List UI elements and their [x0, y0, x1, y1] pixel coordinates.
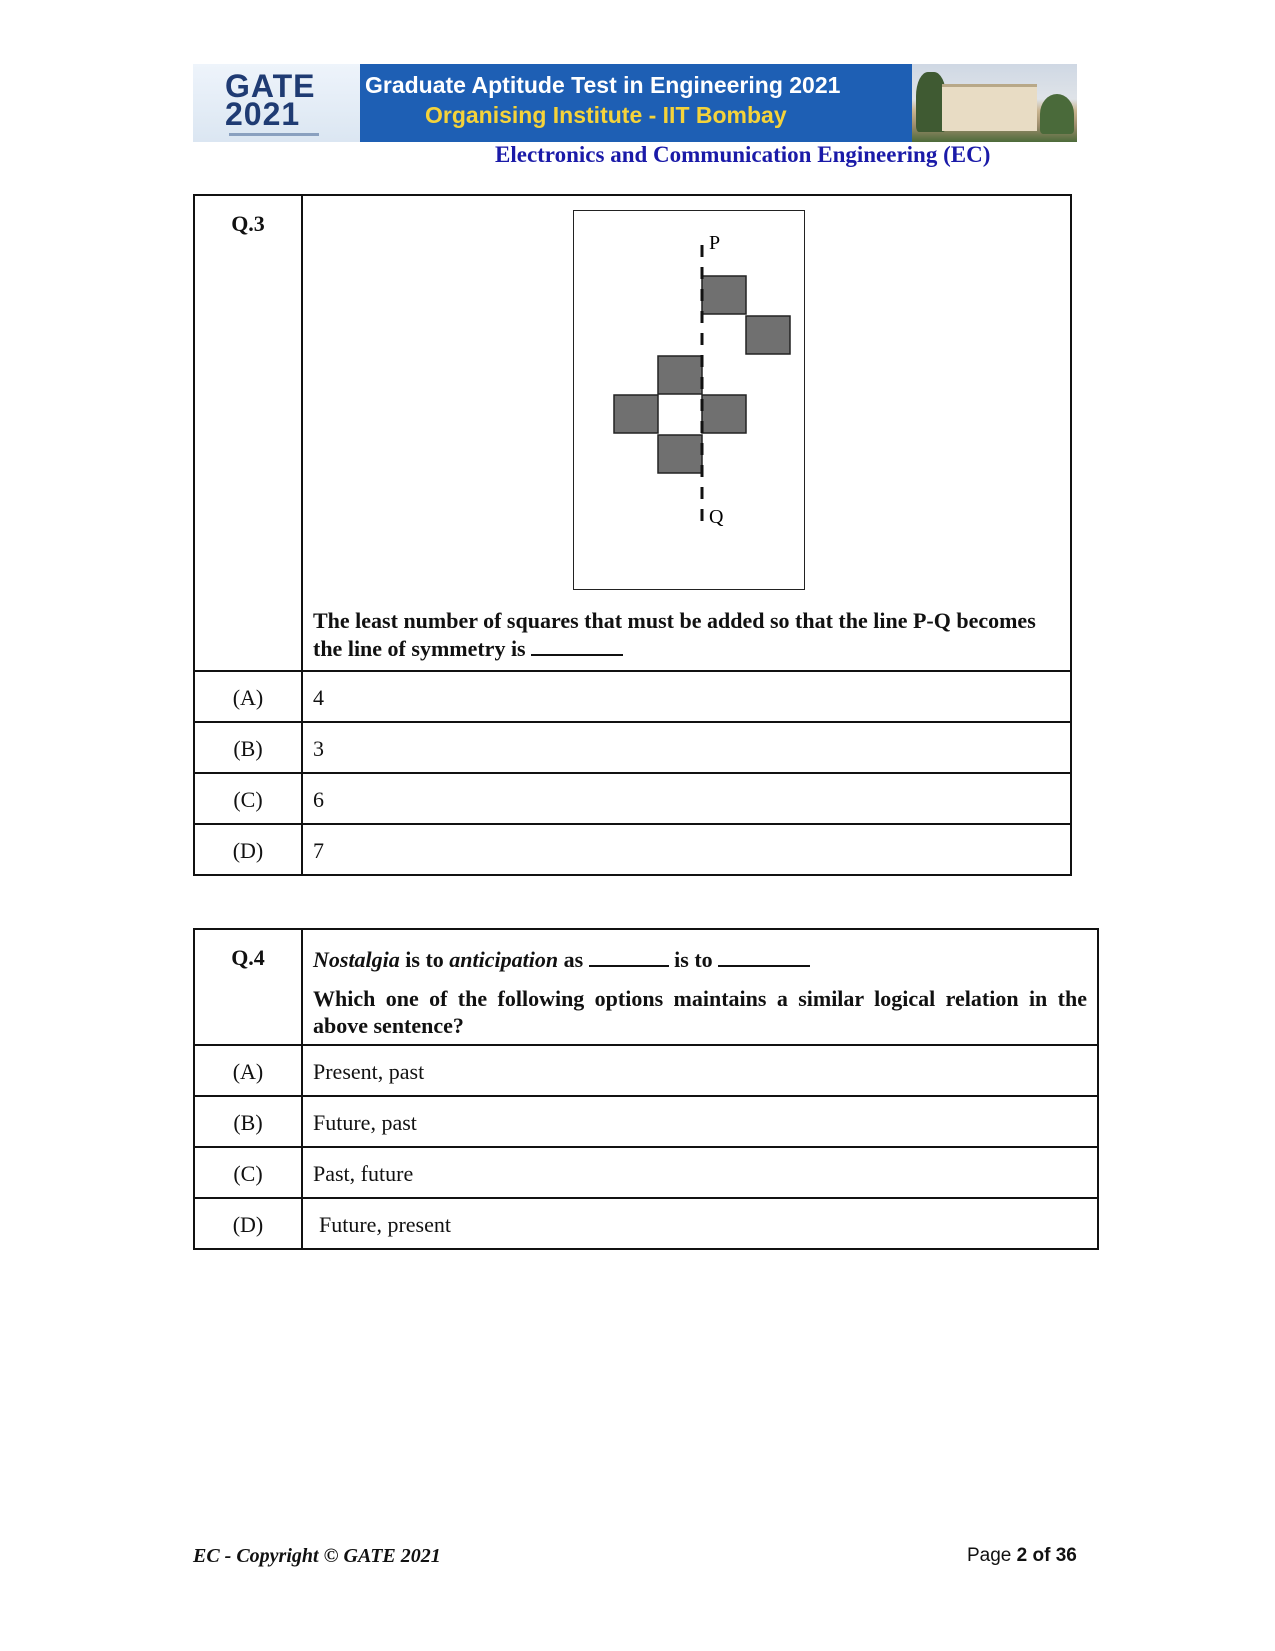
question-number: Q.3 — [231, 211, 265, 236]
gate-logo — [193, 64, 360, 142]
symmetry-diagram — [574, 211, 804, 589]
symmetry-figure — [573, 210, 805, 590]
subject-title: Electronics and Communication Engineering (EC) — [495, 142, 991, 167]
point-p-label: P — [709, 232, 721, 254]
option-label: (C) — [233, 787, 263, 812]
analogy-blank-1 — [589, 945, 669, 967]
logo-text-year: 2021 — [225, 96, 301, 132]
analogy-line: Nostalgia is to anticipation as is to — [313, 945, 1087, 973]
option-b-value: Future, past — [313, 1110, 417, 1135]
option-label: (B) — [233, 736, 263, 761]
header-banner — [193, 64, 1077, 142]
option-d-value: 7 — [313, 838, 324, 863]
square — [702, 276, 746, 314]
square — [702, 395, 746, 433]
logo-text-gate: GATE — [225, 68, 316, 104]
analogy-blank-2 — [718, 945, 810, 967]
banner-title: Graduate Aptitude Test in Engineering 2021 — [365, 72, 841, 98]
question-4-table — [193, 928, 1099, 1250]
option-label: (D) — [232, 1212, 264, 1237]
square — [658, 356, 702, 394]
logo-underline — [229, 133, 319, 136]
option-a-value: 4 — [313, 685, 324, 710]
option-label: (A) — [232, 685, 264, 710]
question-number: Q.4 — [231, 945, 265, 970]
question-3-table — [193, 194, 1072, 876]
answer-blank — [531, 634, 623, 656]
question-text: The least number of squares that must be added so that the line P-Q becomes the line of symmetry is — [313, 608, 1036, 661]
banner-subtitle: Organising Institute - IIT Bombay — [425, 102, 787, 128]
square — [746, 316, 790, 354]
option-c-value: 6 — [313, 787, 324, 812]
page-number: Page 2 of 36 — [967, 1545, 1077, 1566]
point-q-label: Q — [709, 506, 724, 528]
square — [614, 395, 658, 433]
banner-title-block — [360, 64, 912, 142]
option-d-value: Future, present — [319, 1212, 451, 1237]
option-label: (A) — [232, 1059, 264, 1084]
option-label: (B) — [233, 1110, 263, 1135]
option-a-value: Present, past — [313, 1059, 425, 1084]
option-c-value: Past, future — [313, 1161, 414, 1186]
option-label: (D) — [232, 838, 264, 863]
option-b-value: 3 — [313, 736, 324, 761]
square — [658, 435, 702, 473]
campus-photo — [912, 64, 1077, 142]
option-label: (C) — [233, 1161, 263, 1186]
question-text: Which one of the following options maintains a similar logical relation in the above sentence? — [313, 986, 1087, 1038]
footer-copyright: EC - Copyright © GATE 2021 — [193, 1545, 441, 1567]
